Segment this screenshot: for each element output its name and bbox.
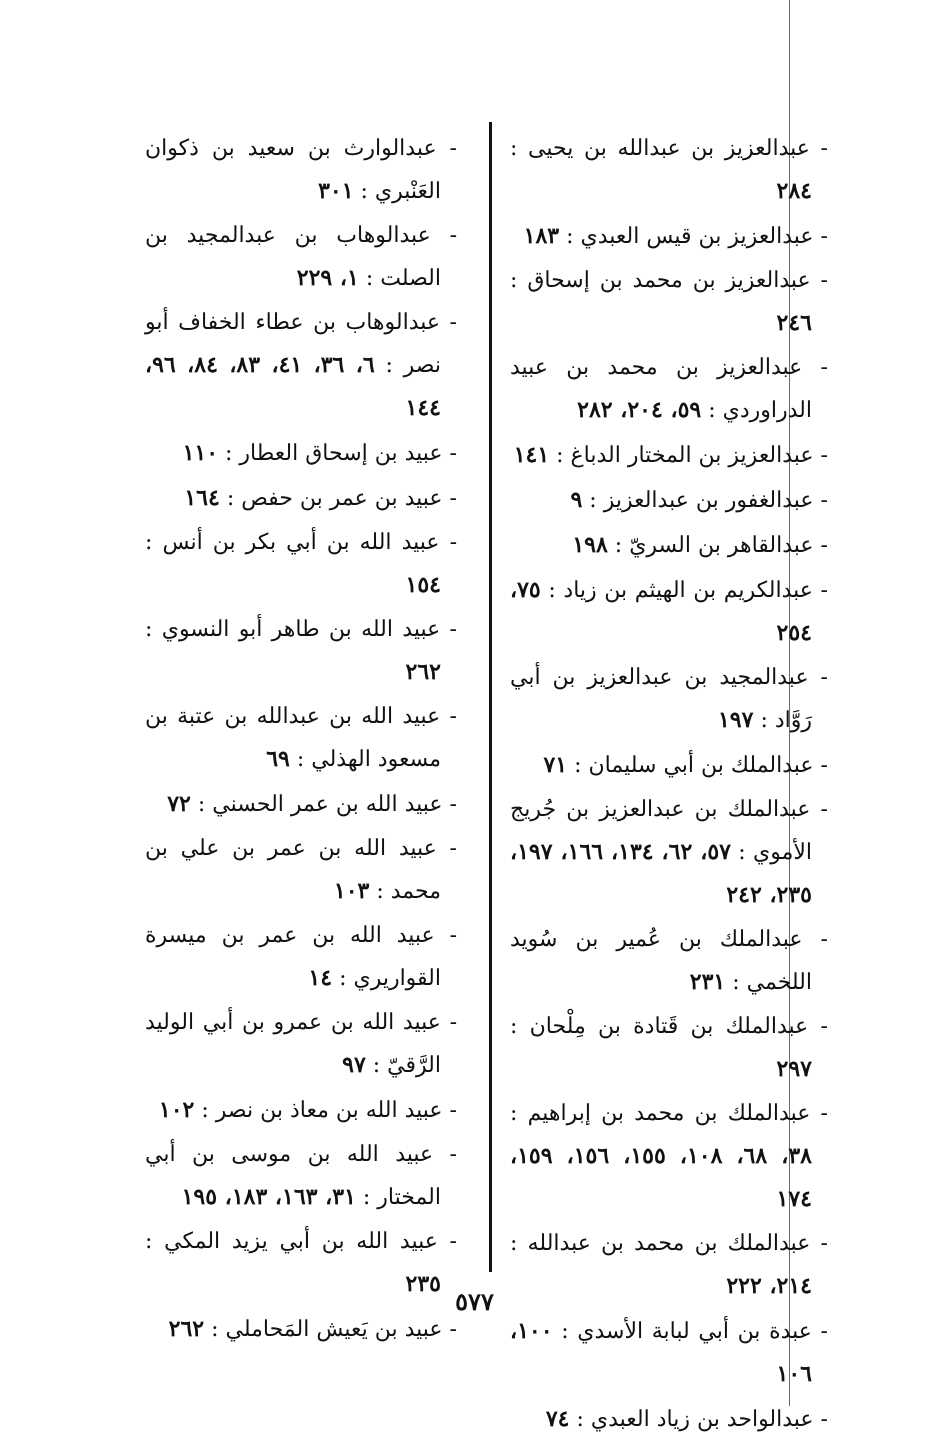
index-entry: - عبدة بن أبي لبابة الأسدي : ١٠٠، ١٠٦ [510,1318,828,1387]
index-entry: - عبدالوارث بن سعيد بن ذكوان العَنْبري : ٣٠١ [145,136,457,204]
index-entry: - عبيد الله بن عمرو بن أبي الوليد الرَّقيّ : ٩٧ [145,1010,457,1078]
index-entry: - عبدالعزيز بن محمد بن إسحاق : ٢٤٦ [510,268,828,336]
index-entry: - عبدالواحد بن زياد العبدي : ٧٤ [545,1406,828,1432]
index-entry: - عبيد الله بن عمر بن ميسرة القواريري : ١٤ [145,923,457,991]
index-entry: - عبدالملك بن أبي سليمان : ٧١ [543,752,828,778]
index-entry: - عبيد الله بن أبي يزيد المكي : ٢٣٥ [145,1229,457,1297]
index-entry: - عبدالملك بن محمد بن عبدالله : ٢١٤، ٢٢٢ [510,1231,828,1299]
index-entry: - عبيد الله بن أبي بكر بن أنس : ١٥٤ [145,530,458,598]
index-entry: - عبدالوهاب بن عطاء الخفاف أبو نصر : ٦، ٣٦، ٤١، ٨٣، ٨٤، ٩٦، ١٤٤ [145,310,457,421]
index-entry: - عبيد الله بن معاذ بن نصر : ١٠٢ [158,1097,457,1123]
index-entry: - عبيد بن عمر بن حفص : ١٦٤ [184,485,457,511]
index-entry: - عبيد الله بن عبدالله بن عتبة بن مسعود الهذلي : ٦٩ [145,704,457,772]
index-column-left [145,128,457,1353]
index-entry: - عبدالقاهر بن السريّ : ١٩٨ [572,532,828,558]
index-entry: - عبدالملك بن عُمير بن سُويد اللخمي : ٢٣١ [510,927,828,995]
index-entry: - عبدالملك بن محمد بن إبراهيم : ٣٨، ٦٨، ١٠٨، ١٥٥، ١٥٦، ١٥٩، ١٧٤ [510,1101,828,1212]
index-entry: - عبدالملك بن قَتادة بن مِلْحان : ٢٩٧ [510,1014,828,1082]
index-entry: - عبيد الله بن عمر بن علي بن محمد : ١٠٣ [145,836,457,904]
index-entry: - عبدالمجيد بن عبدالعزيز بن أبي رَوَّاد : ١٩٧ [510,665,828,733]
page-number: ٥٧٧ [455,1287,494,1316]
index-entry: - عبيد الله بن طاهر أبو النسوي : ٢٦٢ [145,617,457,685]
index-entry: - عبدالكريم بن الهيثم بن زياد : ٧٥، ٢٥٤ [510,577,828,646]
index-entry: - عبيد بن يَعيش المَحاملي : ٢٦٢ [168,1316,457,1342]
column-divider [489,122,492,1272]
index-entry: - عبيد الله بن عمر الحسني : ٧٢ [167,791,457,817]
index-entry: - عبدالعزيز بن محمد بن عبيد الدراوردي : ٥٩، ٢٠٤، ٢٨٢ [510,355,828,423]
index-entry: - عبيد الله بن موسى بن أبي المختار : ٣١، ١٦٣، ١٨٣، ١٩٥ [145,1142,457,1210]
index-entry: - عبدالعزيز بن المختار الدباغ : ١٤١ [513,442,828,468]
index-entry: - عبدالوهاب بن عبدالمجيد بن الصلت : ١، ٢٢٩ [145,223,457,291]
index-entry: - عبدالعزيز بن عبدالله بن يحيى : ٢٨٤ [510,136,828,204]
index-entry: - عبدالملك بن عبدالعزيز بن جُريج الأموي : ٥٧، ٦٢، ١٣٤، ١٦٦، ١٩٧، ٢٣٥، ٢٤٢ [510,797,828,908]
index-entry: - عبيد بن إسحاق العطار : ١١٠ [182,440,457,466]
index-column-right [510,128,828,1443]
index-entry: - عبدالغفور بن عبدالعزيز : ٩ [570,487,828,513]
index-entry: - عبدالعزيز بن قيس العبدي : ١٨٣ [523,223,828,249]
